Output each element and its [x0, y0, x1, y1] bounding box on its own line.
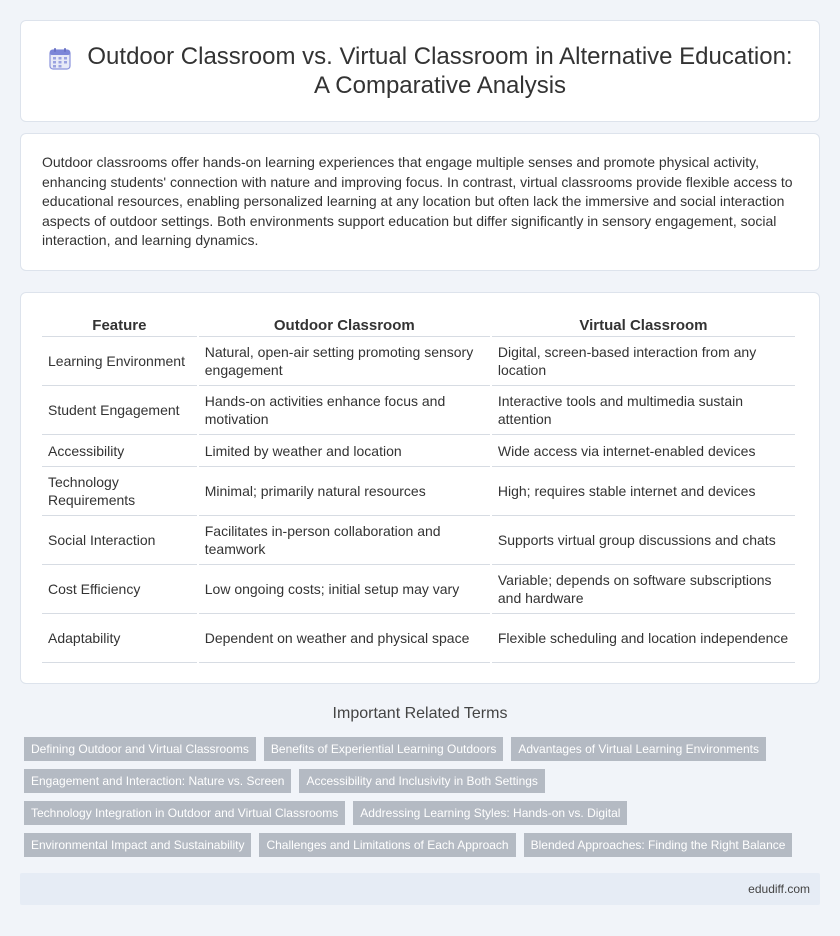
virtual-cell: Wide access via internet-enabled devices [492, 435, 795, 467]
related-term-tag[interactable]: Accessibility and Inclusivity in Both Settings [299, 769, 544, 793]
feature-cell: Accessibility [42, 435, 197, 467]
outdoor-cell: Limited by weather and location [199, 435, 490, 467]
outdoor-cell: Dependent on weather and physical space [199, 614, 490, 663]
related-term-tag[interactable]: Addressing Learning Styles: Hands-on vs. Digital [353, 801, 627, 825]
comparison-table [40, 313, 797, 663]
feature-cell: Social Interaction [42, 516, 197, 565]
related-term-tag[interactable]: Blended Approaches: Finding the Right Balance [524, 833, 793, 857]
page-title: Outdoor Classroom vs. Virtual Classroom in Alternative Education: A Comparative Analysis [87, 43, 793, 99]
feature-cell: Technology Requirements [42, 467, 197, 516]
related-term-tag[interactable]: Defining Outdoor and Virtual Classrooms [24, 737, 256, 761]
footer-site-link[interactable]: edudiff.com [748, 882, 810, 896]
table-row [42, 565, 795, 614]
table-row [42, 614, 795, 663]
table-row [42, 337, 795, 386]
virtual-cell: Digital, screen-based interaction from any location [492, 337, 795, 386]
title-card [20, 20, 820, 122]
table-header-row [42, 313, 795, 337]
related-term-tag[interactable]: Advantages of Virtual Learning Environments [511, 737, 766, 761]
intro-card [20, 133, 820, 271]
outdoor-cell: Minimal; primarily natural resources [199, 467, 490, 516]
related-term-tag[interactable]: Environmental Impact and Sustainability [24, 833, 251, 857]
header-outdoor: Outdoor Classroom [199, 313, 490, 337]
header-feature: Feature [42, 313, 197, 337]
header-virtual: Virtual Classroom [492, 313, 795, 337]
outdoor-cell: Low ongoing costs; initial setup may vary [199, 565, 490, 614]
virtual-cell: Variable; depends on software subscriptions and hardware [492, 565, 795, 614]
table-row [42, 386, 795, 435]
feature-cell: Student Engagement [42, 386, 197, 435]
related-terms [24, 737, 824, 865]
table-row [42, 516, 795, 565]
feature-cell: Learning Environment [42, 337, 197, 386]
virtual-cell: High; requires stable internet and devices [492, 467, 795, 516]
footer [20, 873, 820, 905]
feature-cell: Cost Efficiency [42, 565, 197, 614]
virtual-cell: Interactive tools and multimedia sustain attention [492, 386, 795, 435]
feature-cell: Adaptability [42, 614, 197, 663]
outdoor-cell: Hands-on activities enhance focus and motivation [199, 386, 490, 435]
table-row [42, 435, 795, 467]
outdoor-cell: Natural, open-air setting promoting sensory engagement [199, 337, 490, 386]
table-row [42, 467, 795, 516]
related-term-tag[interactable]: Engagement and Interaction: Nature vs. Screen [24, 769, 291, 793]
virtual-cell: Flexible scheduling and location independence [492, 614, 795, 663]
related-term-tag[interactable]: Challenges and Limitations of Each Approach [259, 833, 515, 857]
comparison-card [20, 292, 820, 684]
related-term-tag[interactable]: Benefits of Experiential Learning Outdoors [264, 737, 503, 761]
related-terms-title: Important Related Terms [332, 705, 508, 722]
related-term-tag[interactable]: Technology Integration in Outdoor and Virtual Classrooms [24, 801, 345, 825]
outdoor-cell: Facilitates in-person collaboration and teamwork [199, 516, 490, 565]
virtual-cell: Supports virtual group discussions and chats [492, 516, 795, 565]
intro-paragraph: Outdoor classrooms offer hands-on learning experiences that engage multiple senses and promote physical activity, enhancing students' connection with nature and improving focus. In contrast, virtual classrooms provide flexible access to educational resources, enabling personalized learning at any location but often lack the immersive and social interaction aspects of outdoor settings. Both environments support education but differ significantly in sensory engagement, social interaction, and learning dynamics. [42, 154, 793, 248]
